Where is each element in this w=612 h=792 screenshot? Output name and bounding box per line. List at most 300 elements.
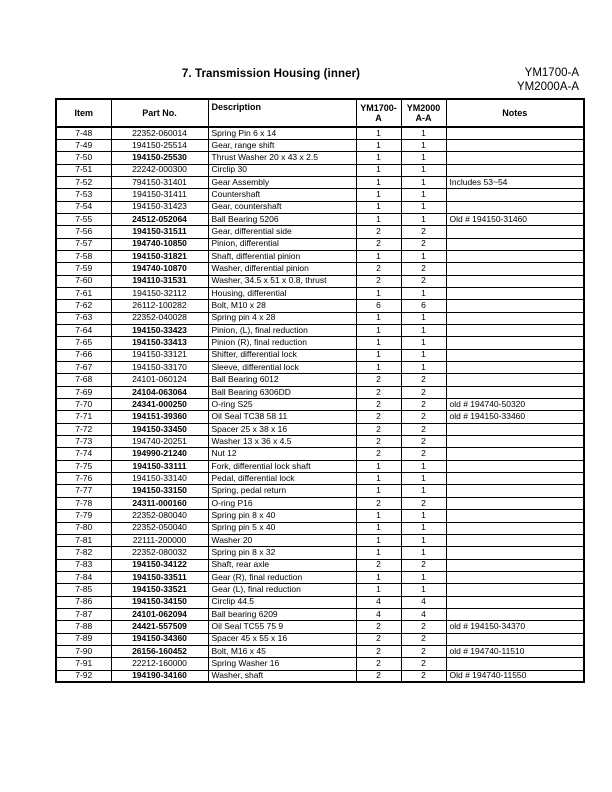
qty-ym2000-cell: 2	[401, 670, 446, 682]
item-cell: 7-48	[56, 127, 111, 139]
parts-table-body	[56, 127, 584, 682]
table-row	[56, 275, 584, 287]
part-no-cell: 24421-557509	[111, 621, 208, 633]
description-cell: Shifter, differential lock	[208, 349, 356, 361]
qty-ym2000-cell: 1	[401, 522, 446, 534]
item-cell: 7-63	[56, 312, 111, 324]
table-row	[56, 497, 584, 509]
notes-cell	[446, 263, 584, 275]
part-no-cell: 194150-33450	[111, 423, 208, 435]
description-cell: Bolt, M10 x 28	[208, 300, 356, 312]
page-title: 7. Transmission Housing (inner)	[181, 68, 361, 80]
model-codes	[517, 66, 579, 94]
table-row	[56, 436, 584, 448]
notes-cell	[446, 189, 584, 201]
model-code-ym2000: YM2000A-A	[516, 81, 579, 93]
notes-cell	[446, 485, 584, 497]
header-notes: Notes	[446, 99, 584, 127]
table-row	[56, 547, 584, 559]
description-cell: Ball Bearing 6012	[208, 374, 356, 386]
qty-ym2000-cell: 1	[401, 584, 446, 596]
description-cell: Pinion (R), final reduction	[208, 337, 356, 349]
notes-cell	[446, 152, 584, 164]
qty-ym2000-cell: 2	[401, 423, 446, 435]
item-cell: 7-58	[56, 250, 111, 262]
qty-ym2000-cell: 1	[401, 510, 446, 522]
description-cell: Spacer 25 x 38 x 16	[208, 423, 356, 435]
qty-ym2000-cell: 1	[401, 139, 446, 151]
header-ym1700-line2: A	[375, 113, 382, 123]
part-no-cell: 24101-062094	[111, 608, 208, 620]
item-cell: 7-65	[56, 337, 111, 349]
part-no-cell: 194150-33413	[111, 337, 208, 349]
qty-ym1700-cell: 2	[356, 448, 401, 460]
description-cell: Washer, 34.5 x 51 x 0.8, thrust	[208, 275, 356, 287]
item-cell: 7-84	[56, 571, 111, 583]
qty-ym2000-cell: 2	[401, 374, 446, 386]
qty-ym2000-cell: 1	[401, 349, 446, 361]
table-row	[56, 127, 584, 139]
description-cell: Pinion, (L), final reduction	[208, 325, 356, 337]
notes-cell	[446, 473, 584, 485]
qty-ym1700-cell: 2	[356, 670, 401, 682]
item-cell: 7-89	[56, 633, 111, 645]
description-cell: Bolt, M16 x 45	[208, 645, 356, 657]
qty-ym2000-cell: 2	[401, 275, 446, 287]
description-cell: Ball Bearing 5206	[208, 213, 356, 225]
qty-ym2000-cell: 1	[401, 152, 446, 164]
qty-ym1700-cell: 1	[356, 312, 401, 324]
description-cell: Spring Washer 16	[208, 658, 356, 670]
qty-ym1700-cell: 2	[356, 621, 401, 633]
qty-ym2000-cell: 2	[401, 226, 446, 238]
table-row	[56, 411, 584, 423]
table-row	[56, 571, 584, 583]
header-ym2000-a-a	[401, 99, 446, 127]
qty-ym1700-cell: 1	[356, 152, 401, 164]
description-cell: Oil Seal TC38 58 11	[208, 411, 356, 423]
table-row	[56, 139, 584, 151]
part-no-cell: 194150-31821	[111, 250, 208, 262]
qty-ym2000-cell: 1	[401, 473, 446, 485]
notes-cell	[446, 139, 584, 151]
table-row	[56, 349, 584, 361]
description-cell: Spring pin 5 x 40	[208, 522, 356, 534]
description-cell: Washer 13 x 36 x 4.5	[208, 436, 356, 448]
part-no-cell: 22111-200000	[111, 534, 208, 546]
table-row	[56, 621, 584, 633]
description-cell: Spring pin 8 x 32	[208, 547, 356, 559]
notes-cell	[446, 300, 584, 312]
notes-cell: Old # 194150-31460	[446, 213, 584, 225]
part-no-cell: 194150-34122	[111, 559, 208, 571]
notes-cell	[446, 386, 584, 398]
notes-cell: Includes 53~54	[446, 176, 584, 188]
qty-ym1700-cell: 4	[356, 608, 401, 620]
qty-ym1700-cell: 2	[356, 645, 401, 657]
part-no-cell: 194151-39360	[111, 411, 208, 423]
notes-cell	[446, 312, 584, 324]
notes-cell	[446, 559, 584, 571]
part-no-cell: 194150-25530	[111, 152, 208, 164]
part-no-cell: 194150-33521	[111, 584, 208, 596]
qty-ym2000-cell: 1	[401, 460, 446, 472]
description-cell: Oil Seal TC55 75 9	[208, 621, 356, 633]
item-cell: 7-83	[56, 559, 111, 571]
qty-ym2000-cell: 2	[401, 399, 446, 411]
header-ym2000-line2: A-A	[415, 113, 432, 123]
qty-ym1700-cell: 1	[356, 164, 401, 176]
part-no-cell: 22352-040028	[111, 312, 208, 324]
header-ym1700-a	[356, 99, 401, 127]
qty-ym1700-cell: 1	[356, 176, 401, 188]
notes-cell: old # 194740-50320	[446, 399, 584, 411]
notes-cell	[446, 658, 584, 670]
notes-cell	[446, 436, 584, 448]
description-cell: Ball bearing 6209	[208, 608, 356, 620]
qty-ym2000-cell: 2	[401, 658, 446, 670]
qty-ym1700-cell: 2	[356, 275, 401, 287]
item-cell: 7-49	[56, 139, 111, 151]
notes-cell	[446, 460, 584, 472]
notes-cell	[446, 325, 584, 337]
table-row	[56, 670, 584, 682]
parts-table	[55, 98, 585, 683]
qty-ym1700-cell: 2	[356, 423, 401, 435]
item-cell: 7-56	[56, 226, 111, 238]
qty-ym2000-cell: 2	[401, 448, 446, 460]
qty-ym2000-cell: 1	[401, 571, 446, 583]
qty-ym1700-cell: 2	[356, 226, 401, 238]
item-cell: 7-62	[56, 300, 111, 312]
notes-cell	[446, 201, 584, 213]
description-cell: Sleeve, differential lock	[208, 362, 356, 374]
notes-cell: Old # 194740-11550	[446, 670, 584, 682]
item-cell: 7-87	[56, 608, 111, 620]
item-cell: 7-75	[56, 460, 111, 472]
item-cell: 7-53	[56, 189, 111, 201]
part-no-cell: 194150-33111	[111, 460, 208, 472]
qty-ym2000-cell: 1	[401, 164, 446, 176]
description-cell: Nut 12	[208, 448, 356, 460]
item-cell: 7-73	[56, 436, 111, 448]
qty-ym1700-cell: 2	[356, 633, 401, 645]
table-row	[56, 201, 584, 213]
table-row	[56, 399, 584, 411]
qty-ym2000-cell: 4	[401, 608, 446, 620]
part-no-cell: 194150-32112	[111, 287, 208, 299]
item-cell: 7-61	[56, 287, 111, 299]
item-cell: 7-81	[56, 534, 111, 546]
description-cell: Washer, shaft	[208, 670, 356, 682]
qty-ym2000-cell: 1	[401, 176, 446, 188]
description-cell: Shaft, rear axle	[208, 559, 356, 571]
description-cell: Spring, pedal return	[208, 485, 356, 497]
part-no-cell: 194740-10850	[111, 238, 208, 250]
item-cell: 7-76	[56, 473, 111, 485]
qty-ym2000-cell: 2	[401, 238, 446, 250]
part-no-cell: 194150-34150	[111, 596, 208, 608]
part-no-cell: 194190-34160	[111, 670, 208, 682]
item-cell: 7-54	[56, 201, 111, 213]
description-cell: Circlip 44.5	[208, 596, 356, 608]
part-no-cell: 194150-31511	[111, 226, 208, 238]
qty-ym2000-cell: 1	[401, 547, 446, 559]
qty-ym2000-cell: 6	[401, 300, 446, 312]
part-no-cell: 194150-33140	[111, 473, 208, 485]
qty-ym1700-cell: 2	[356, 411, 401, 423]
qty-ym2000-cell: 2	[401, 411, 446, 423]
qty-ym1700-cell: 1	[356, 349, 401, 361]
qty-ym2000-cell: 2	[401, 436, 446, 448]
notes-cell	[446, 287, 584, 299]
description-cell: Gear, differential side	[208, 226, 356, 238]
table-row	[56, 448, 584, 460]
table-row	[56, 325, 584, 337]
qty-ym1700-cell: 1	[356, 510, 401, 522]
description-cell: Ball Bearing 6306DD	[208, 386, 356, 398]
item-cell: 7-80	[56, 522, 111, 534]
header-ym2000-line1: YM2000	[406, 102, 441, 113]
description-cell: O-ring S25	[208, 399, 356, 411]
item-cell: 7-77	[56, 485, 111, 497]
qty-ym1700-cell: 2	[356, 386, 401, 398]
table-row	[56, 596, 584, 608]
table-row	[56, 559, 584, 571]
item-cell: 7-55	[56, 213, 111, 225]
table-row	[56, 608, 584, 620]
part-no-cell: 24341-000250	[111, 399, 208, 411]
qty-ym2000-cell: 1	[401, 325, 446, 337]
qty-ym2000-cell: 1	[401, 189, 446, 201]
notes-cell	[446, 337, 584, 349]
qty-ym1700-cell: 2	[356, 238, 401, 250]
table-row	[56, 584, 584, 596]
item-cell: 7-67	[56, 362, 111, 374]
part-no-cell: 24104-063064	[111, 386, 208, 398]
item-cell: 7-51	[56, 164, 111, 176]
part-no-cell: 22242-000300	[111, 164, 208, 176]
item-cell: 7-91	[56, 658, 111, 670]
notes-cell	[446, 238, 584, 250]
qty-ym2000-cell: 2	[401, 497, 446, 509]
part-no-cell: 26156-160452	[111, 645, 208, 657]
part-no-cell: 26112-100282	[111, 300, 208, 312]
notes-cell	[446, 584, 584, 596]
description-cell: O-ring P16	[208, 497, 356, 509]
qty-ym1700-cell: 1	[356, 189, 401, 201]
part-no-cell: 194740-10870	[111, 263, 208, 275]
item-cell: 7-64	[56, 325, 111, 337]
description-cell: Washer 20	[208, 534, 356, 546]
table-row	[56, 300, 584, 312]
table-row	[56, 485, 584, 497]
part-no-cell: 194150-33511	[111, 571, 208, 583]
qty-ym1700-cell: 2	[356, 658, 401, 670]
qty-ym2000-cell: 1	[401, 534, 446, 546]
table-row	[56, 460, 584, 472]
qty-ym2000-cell: 1	[401, 250, 446, 262]
qty-ym2000-cell: 2	[401, 621, 446, 633]
description-cell: Spring Pin 6 x 14	[208, 127, 356, 139]
qty-ym1700-cell: 1	[356, 287, 401, 299]
notes-cell	[446, 497, 584, 509]
qty-ym1700-cell: 1	[356, 547, 401, 559]
qty-ym1700-cell: 1	[356, 250, 401, 262]
item-cell: 7-78	[56, 497, 111, 509]
part-no-cell: 22212-160000	[111, 658, 208, 670]
description-cell: Thrust Washer 20 x 43 x 2.5	[208, 152, 356, 164]
description-cell: Pinion, differential	[208, 238, 356, 250]
qty-ym2000-cell: 1	[401, 337, 446, 349]
part-no-cell: 22352-080032	[111, 547, 208, 559]
item-cell: 7-52	[56, 176, 111, 188]
table-row	[56, 386, 584, 398]
part-no-cell: 22352-080040	[111, 510, 208, 522]
item-cell: 7-59	[56, 263, 111, 275]
description-cell: Washer, differential pinion	[208, 263, 356, 275]
table-row	[56, 226, 584, 238]
item-cell: 7-70	[56, 399, 111, 411]
notes-cell	[446, 275, 584, 287]
qty-ym1700-cell: 2	[356, 374, 401, 386]
table-row	[56, 534, 584, 546]
parts-table-header	[56, 99, 584, 127]
part-no-cell: 194150-25514	[111, 139, 208, 151]
item-cell: 7-74	[56, 448, 111, 460]
qty-ym1700-cell: 1	[356, 213, 401, 225]
qty-ym1700-cell: 2	[356, 263, 401, 275]
qty-ym1700-cell: 1	[356, 139, 401, 151]
qty-ym2000-cell: 2	[401, 633, 446, 645]
part-no-cell: 24311-000160	[111, 497, 208, 509]
part-no-cell: 794150-31401	[111, 176, 208, 188]
item-cell: 7-88	[56, 621, 111, 633]
part-no-cell: 194740-20251	[111, 436, 208, 448]
part-no-cell: 194150-34360	[111, 633, 208, 645]
notes-cell	[446, 374, 584, 386]
description-cell: Spacer 45 x 55 x 16	[208, 633, 356, 645]
qty-ym2000-cell: 1	[401, 362, 446, 374]
description-cell: Gear, countershaft	[208, 201, 356, 213]
notes-cell	[446, 448, 584, 460]
notes-cell	[446, 423, 584, 435]
table-row	[56, 312, 584, 324]
part-no-cell: 22352-050040	[111, 522, 208, 534]
qty-ym1700-cell: 2	[356, 559, 401, 571]
qty-ym2000-cell: 2	[401, 559, 446, 571]
qty-ym2000-cell: 1	[401, 127, 446, 139]
table-row	[56, 238, 584, 250]
description-cell: Fork, differential lock shaft	[208, 460, 356, 472]
table-row	[56, 658, 584, 670]
item-cell: 7-57	[56, 238, 111, 250]
header-item: Item	[56, 99, 111, 127]
qty-ym1700-cell: 2	[356, 436, 401, 448]
notes-cell	[446, 510, 584, 522]
qty-ym2000-cell: 2	[401, 386, 446, 398]
description-cell: Circlip 30	[208, 164, 356, 176]
part-no-cell: 22352-060014	[111, 127, 208, 139]
description-cell: Spring pin 8 x 40	[208, 510, 356, 522]
qty-ym1700-cell: 2	[356, 497, 401, 509]
qty-ym1700-cell: 1	[356, 127, 401, 139]
header-row	[56, 99, 584, 127]
qty-ym1700-cell: 1	[356, 534, 401, 546]
table-row	[56, 633, 584, 645]
item-cell: 7-68	[56, 374, 111, 386]
qty-ym2000-cell: 1	[401, 287, 446, 299]
part-no-cell: 194150-31411	[111, 189, 208, 201]
notes-cell	[446, 571, 584, 583]
qty-ym2000-cell: 1	[401, 213, 446, 225]
qty-ym2000-cell: 2	[401, 263, 446, 275]
qty-ym2000-cell: 1	[401, 485, 446, 497]
notes-cell	[446, 250, 584, 262]
qty-ym2000-cell: 1	[401, 201, 446, 213]
item-cell: 7-72	[56, 423, 111, 435]
model-code-ym1700: YM1700-A	[524, 67, 579, 79]
item-cell: 7-90	[56, 645, 111, 657]
part-no-cell: 194990-21240	[111, 448, 208, 460]
description-cell: Shaft, differential pinion	[208, 250, 356, 262]
notes-cell: old # 194150-34370	[446, 621, 584, 633]
table-row	[56, 176, 584, 188]
notes-cell	[446, 547, 584, 559]
qty-ym1700-cell: 1	[356, 522, 401, 534]
notes-cell	[446, 534, 584, 546]
notes-cell	[446, 127, 584, 139]
part-no-cell: 194150-33423	[111, 325, 208, 337]
item-cell: 7-50	[56, 152, 111, 164]
header-ym1700-line1: YM1700-	[360, 102, 397, 113]
qty-ym2000-cell: 1	[401, 312, 446, 324]
header-description: Description	[208, 99, 356, 127]
qty-ym1700-cell: 2	[356, 399, 401, 411]
table-row	[56, 473, 584, 485]
table-row	[56, 213, 584, 225]
qty-ym1700-cell: 1	[356, 460, 401, 472]
notes-cell	[446, 226, 584, 238]
qty-ym1700-cell: 1	[356, 584, 401, 596]
notes-cell: old # 194740-11510	[446, 645, 584, 657]
item-cell: 7-82	[56, 547, 111, 559]
qty-ym2000-cell: 4	[401, 596, 446, 608]
notes-cell: old # 194150-33460	[446, 411, 584, 423]
table-row	[56, 287, 584, 299]
description-cell: Gear (R), final reduction	[208, 571, 356, 583]
notes-cell	[446, 362, 584, 374]
qty-ym2000-cell: 2	[401, 645, 446, 657]
table-row	[56, 362, 584, 374]
qty-ym1700-cell: 1	[356, 473, 401, 485]
part-no-cell: 194150-31423	[111, 201, 208, 213]
qty-ym1700-cell: 1	[356, 485, 401, 497]
qty-ym1700-cell: 1	[356, 337, 401, 349]
table-row	[56, 250, 584, 262]
notes-cell	[446, 596, 584, 608]
notes-cell	[446, 522, 584, 534]
table-row	[56, 374, 584, 386]
qty-ym1700-cell: 6	[356, 300, 401, 312]
description-cell: Spring pin 4 x 28	[208, 312, 356, 324]
item-cell: 7-85	[56, 584, 111, 596]
item-cell: 7-79	[56, 510, 111, 522]
part-no-cell: 194150-33121	[111, 349, 208, 361]
description-cell: Gear Assembly	[208, 176, 356, 188]
table-row	[56, 510, 584, 522]
notes-cell	[446, 633, 584, 645]
